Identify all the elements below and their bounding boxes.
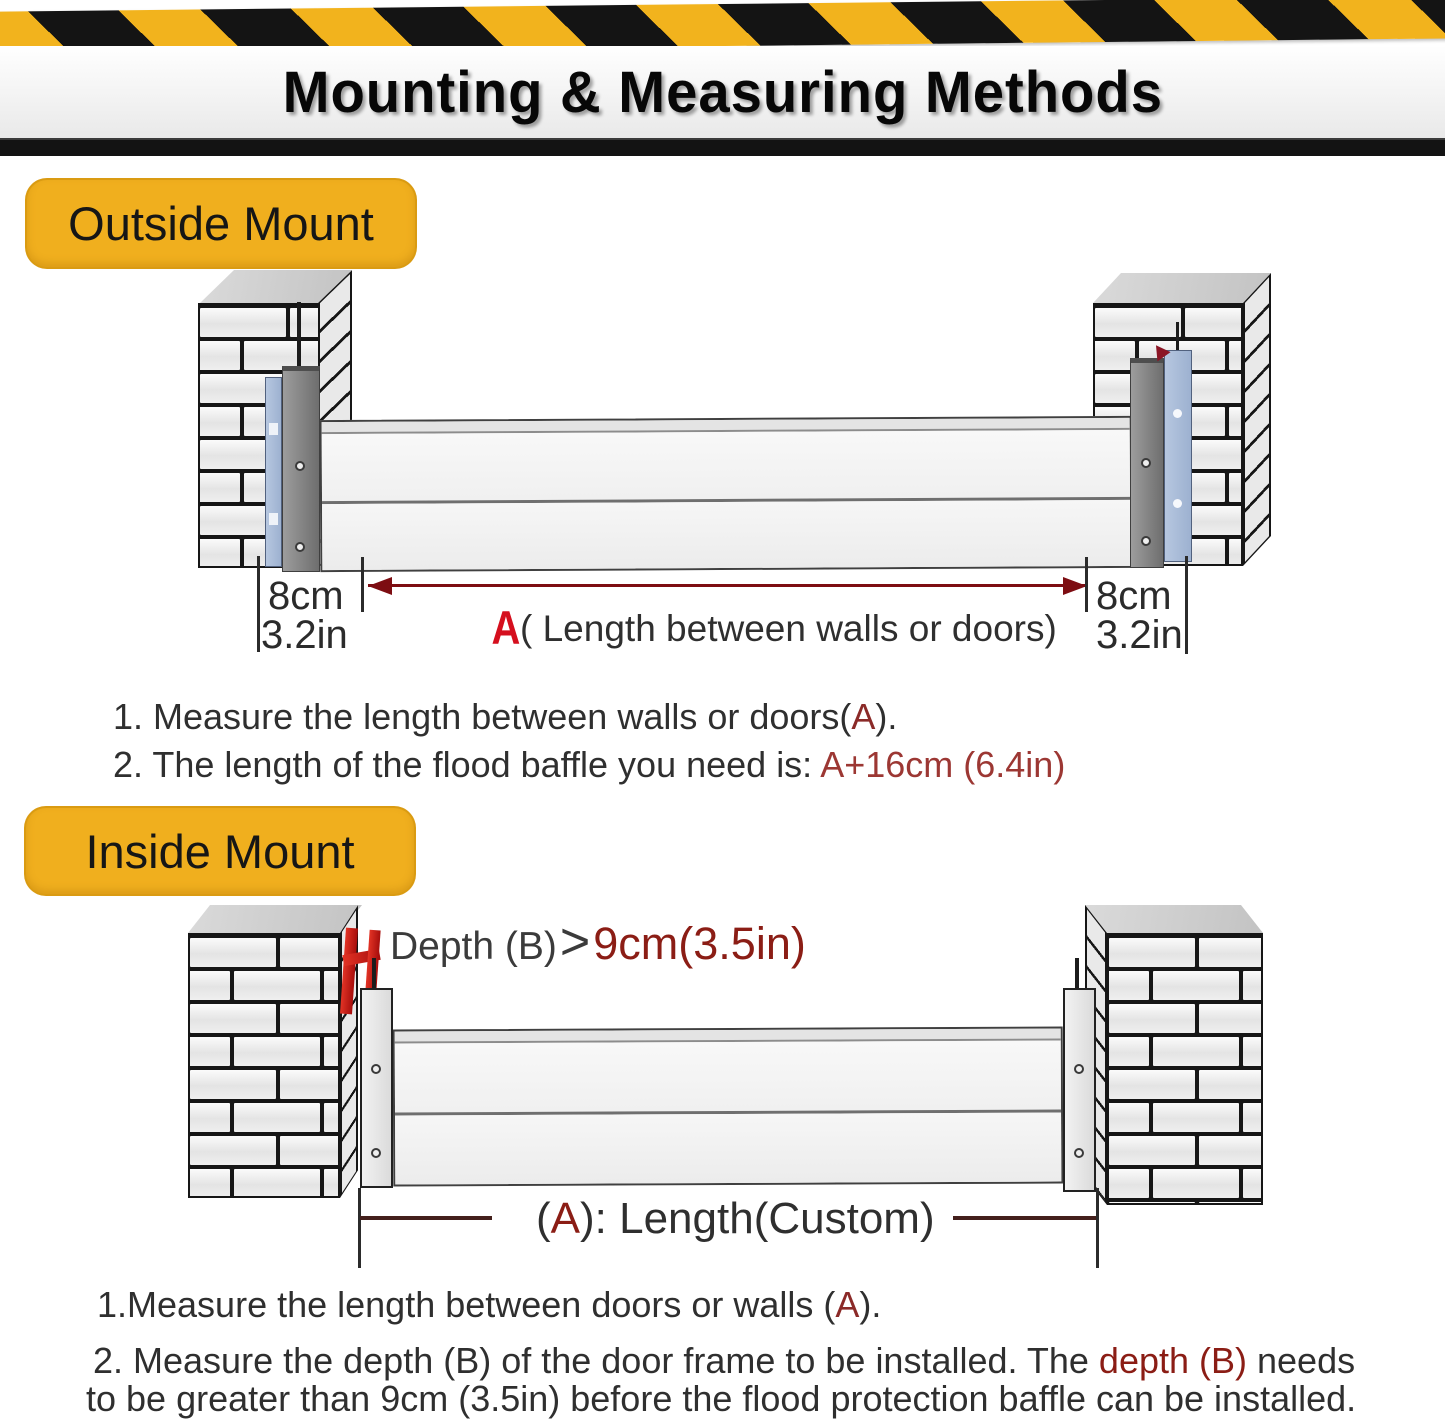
outside-step1-text: 1. Measure the length between walls or doors(: [113, 696, 852, 737]
outside-step2-text: 2. The length of the flood baffle you need is:: [113, 744, 821, 785]
seal-strip-mark: [269, 513, 278, 525]
outside-step-2: [113, 744, 1065, 786]
outside-step-1: [113, 696, 897, 738]
left-seal-strip: [265, 377, 282, 567]
right-channel-pin: [1075, 958, 1079, 990]
left-offset-in: 3.2in: [261, 613, 348, 657]
inside-step2-red: depth (B): [1098, 1340, 1247, 1381]
header-divider-bar: [0, 138, 1445, 156]
right-seal-strip: [1164, 350, 1192, 562]
span-arrow-line: [368, 584, 1087, 587]
barrier-lower-panel: [322, 499, 1130, 570]
inside-mount-badge: [24, 806, 416, 896]
span-label-text: ( Length between walls or doors): [520, 608, 1057, 649]
right-offset-cm: 8cm: [1096, 574, 1172, 618]
length-label-a: A: [550, 1194, 581, 1243]
screw-hole: [295, 461, 305, 471]
screw-hole: [295, 542, 305, 552]
inside-step2-continued: to be greater than 9cm (3.5in) before the flood protection baffle can be installed.: [86, 1378, 1357, 1419]
depth-label-text: Depth (B): [390, 925, 557, 968]
barrier-lower-panel: [395, 1113, 1061, 1185]
length-label: [536, 1194, 935, 1244]
inside-left-pillar-brick-face: [188, 933, 340, 1198]
inside-step-2-line-2: [86, 1378, 1356, 1420]
inside-right-channel: [1063, 988, 1096, 1192]
length-dim-right-line: [1096, 1188, 1099, 1268]
outside-mount-badge: [25, 178, 417, 269]
outside-step1-a: A: [851, 696, 876, 737]
inside-left-pillar-top: [188, 905, 362, 933]
screw-hole: [1074, 1148, 1084, 1158]
inside-right-pillar-brick-face: [1107, 933, 1263, 1205]
seal-strip-mark: [269, 423, 278, 435]
inside-left-channel: [360, 988, 393, 1188]
outside-right-pillar-top: [1093, 273, 1271, 303]
screw-hole: [1141, 458, 1151, 468]
barrier-upper-panel: [395, 1041, 1061, 1116]
right-offset-in: 3.2in: [1096, 613, 1183, 657]
inside-step-2-line-1: [93, 1340, 1355, 1382]
outside-right-pillar-side-face: [1243, 273, 1271, 566]
page-title: Mounting & Measuring Methods: [282, 59, 1163, 125]
outside-mount-badge-label: Outside Mount: [68, 197, 374, 250]
left-mounting-channel: [282, 366, 320, 572]
greater-than-symbol: >: [559, 913, 591, 971]
outside-flood-barrier: [320, 416, 1133, 572]
inside-right-pillar-top: [1085, 905, 1263, 933]
length-dim-left-line: [358, 1188, 361, 1268]
left-offset-cm: 8cm: [268, 574, 344, 618]
inside-step1-text: 1.Measure the length between doors or walls (: [97, 1284, 836, 1325]
span-label-a: A: [491, 601, 521, 654]
inside-step1-end: ).: [859, 1284, 882, 1325]
dim-line-right-outer: [1185, 556, 1188, 654]
length-label-open: (: [536, 1194, 551, 1243]
length-dim-left-segment: [360, 1216, 492, 1220]
dim-line-right-inner: [1085, 557, 1088, 612]
left-anchor-pin: [297, 302, 301, 368]
length-label-text: ): Length(Custom): [580, 1194, 935, 1243]
barrier-upper-panel: [322, 430, 1130, 504]
dim-line-left-outer: [257, 556, 260, 652]
arrowhead-left-icon: [368, 577, 392, 595]
inside-step1-a: A: [835, 1284, 860, 1325]
right-mounting-channel: [1130, 358, 1164, 568]
screw-hole: [371, 1064, 381, 1074]
seal-strip-hole: [1173, 409, 1182, 418]
depth-label: [390, 912, 806, 972]
depth-label-value: 9cm(3.5in): [593, 918, 806, 969]
screw-hole: [1141, 536, 1151, 546]
inside-step2-end: needs: [1247, 1340, 1356, 1381]
outside-step1-end: ).: [875, 696, 898, 737]
inside-step-1: [97, 1284, 881, 1326]
inside-step2-text: 2. Measure the depth (B) of the door frame to be installed. The: [93, 1340, 1099, 1381]
seal-strip-hole: [1173, 499, 1182, 508]
left-channel-pin: [372, 958, 376, 990]
screw-hole: [1074, 1064, 1084, 1074]
dim-line-left-inner: [361, 557, 364, 612]
outside-step2-value: A+16cm (6.4in): [820, 744, 1066, 785]
inside-mount-badge-label: Inside Mount: [85, 824, 355, 878]
inside-flood-barrier: [393, 1027, 1064, 1187]
length-dim-right-segment: [953, 1216, 1098, 1220]
arrowhead-right-icon: [1063, 577, 1087, 595]
title-band: [0, 46, 1445, 138]
screw-hole: [371, 1148, 381, 1158]
